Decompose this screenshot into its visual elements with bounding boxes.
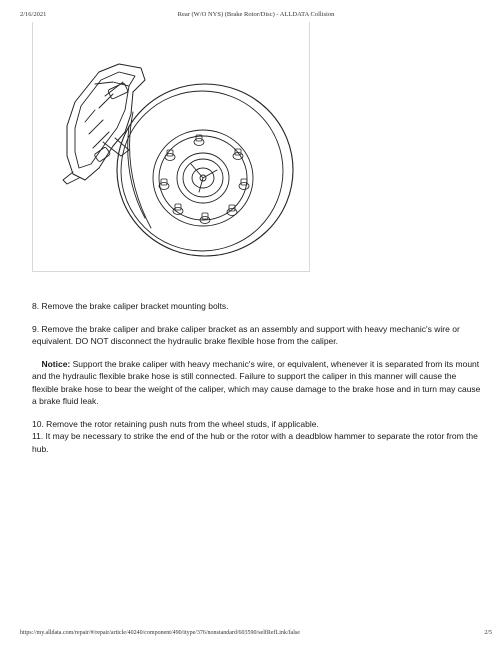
rotor-disc <box>117 84 293 256</box>
page-footer <box>20 630 492 640</box>
step-10: 10. Remove the rotor retaining push nuts from the wheel studs, if applicable. <box>32 418 319 429</box>
notice-label: Notice: <box>41 358 71 369</box>
step-11: 11. It may be necessary to strike the end of the hub or the rotor with a deadblow hammer to separate the rotor from the hub. <box>32 431 478 454</box>
notice-text: Support the brake caliper with heavy mechanic's wire, or equivalent, whenever it is separated from its mount and the hydraulic flexible brake hose is still connected. Failure to support the caliper in this manner will cause the flexible brake hose to bear the weight of the caliper, which may cause damage to the brake hose and in turn may cause a brake fluid leak. <box>32 358 481 406</box>
footer-url: https://my.alldata.com/repair/#/repair/article/40240/component/490/itype/376/nonstandard/603590/selfRefLink/false <box>20 630 300 636</box>
brake-rotor-drawing <box>33 22 311 272</box>
hub-center <box>177 153 229 203</box>
print-date: 2/16/2021 <box>20 11 47 18</box>
step-8: 8. Remove the brake caliper bracket mounting bolts. <box>32 301 229 311</box>
page-header <box>20 11 492 21</box>
page-title: Rear (W/O NYS) (Brake Rotor/Disc) - ALLDATA Collision <box>177 11 335 18</box>
procedure-text <box>32 300 482 465</box>
step-9: 9. Remove the brake caliper and brake caliper bracket as an assembly and support with heavy mechanic's wire or equivalent. DO NOT disconnect the hydraulic brake flexible hose from the caliper. <box>32 323 460 346</box>
caliper-bracket <box>63 64 145 184</box>
page-number: 2/5 <box>484 630 492 636</box>
notice-paragraph <box>32 358 482 408</box>
brake-rotor-illustration <box>32 22 310 272</box>
